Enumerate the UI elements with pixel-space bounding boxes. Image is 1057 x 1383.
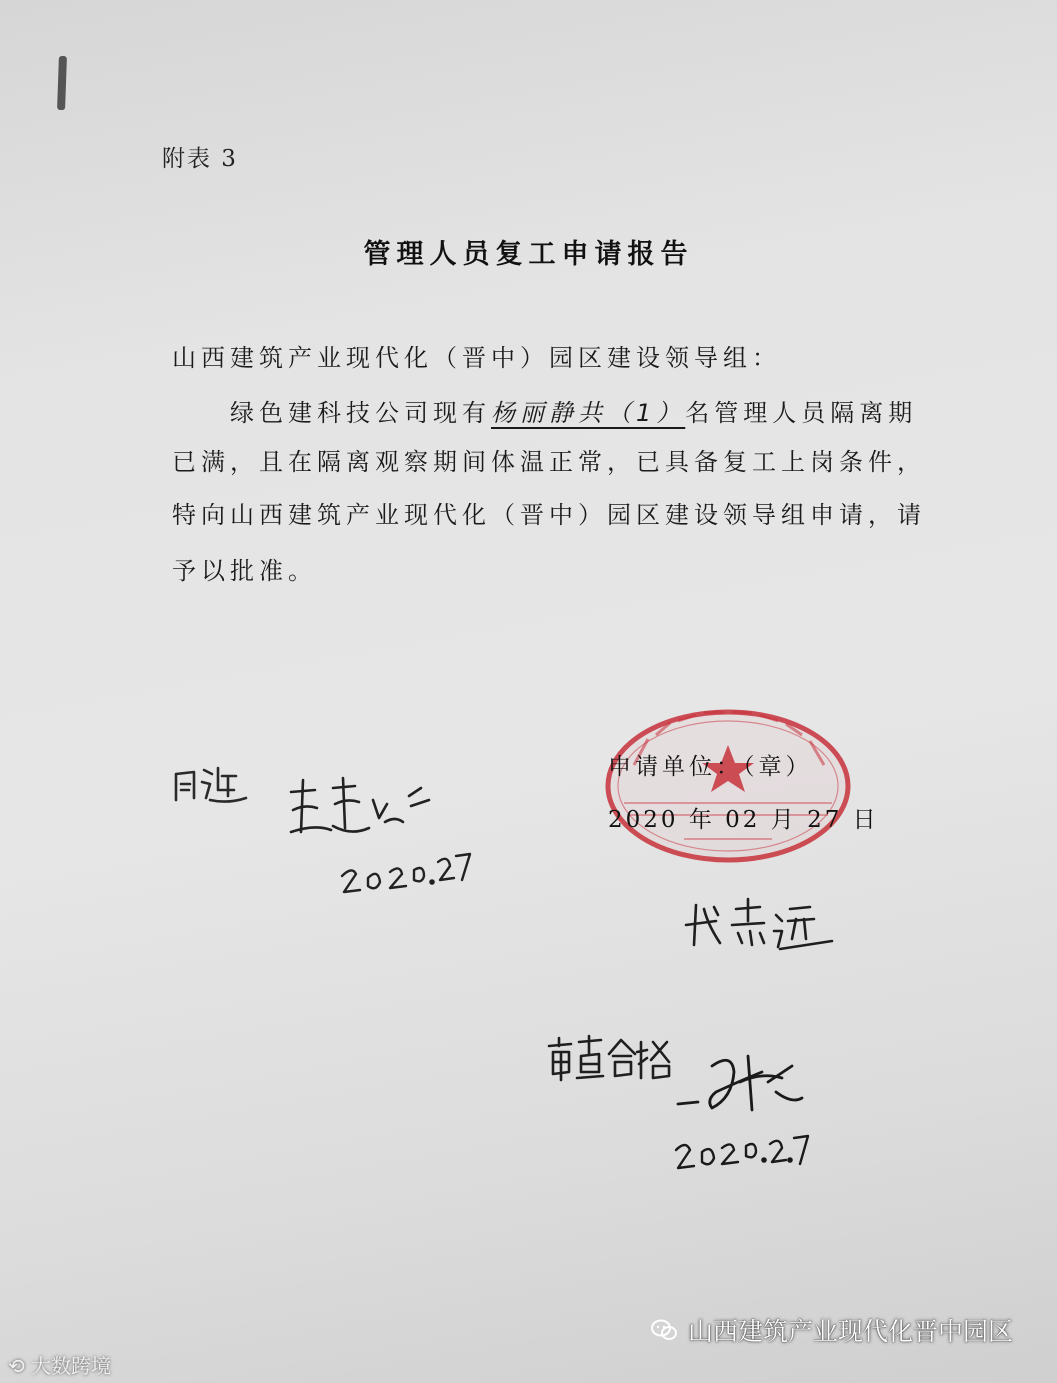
body-line-3: 特向山西建筑产业现代化（晋中）园区建设领导组申请，请 (172, 501, 926, 529)
brand-tag (650, 1312, 1013, 1348)
applicant-unit-label: 申请单位：（章） (608, 754, 813, 780)
handwritten-approve-note (170, 760, 250, 810)
date-year: 2020 (608, 807, 679, 833)
handwritten-name-field: 杨丽静共（1） (491, 399, 686, 427)
body-line-2: 已满，且在隔离观察期间体温正常，已具备复工上岗条件， (172, 448, 926, 476)
body-line-4: 予以批准。 (172, 557, 317, 585)
handwritten-date-1 (338, 838, 478, 898)
brand-text: 山西建筑产业现代化晋中园区 (688, 1317, 1014, 1346)
date-month: 02 (725, 807, 761, 833)
handwritten-date-2 (672, 1120, 812, 1180)
watermark-logo-icon: ⟲ (8, 1354, 25, 1378)
watermark-text: 大数跨境 (31, 1354, 112, 1378)
salutation: 山西建筑产业现代化（晋中）园区建设领导组： (172, 344, 781, 372)
watermark (8, 1350, 111, 1379)
date-month-unit: 月 (770, 807, 797, 833)
body-line-1-prefix: 绿色建科技公司现有 (230, 399, 491, 427)
handwritten-signature-3 (672, 1042, 812, 1122)
company-seal (604, 707, 852, 865)
application-date (608, 801, 879, 834)
date-year-unit: 年 (688, 807, 715, 833)
wechat-icon (650, 1318, 678, 1342)
attachment-label: 附表 3 (162, 146, 238, 172)
handwritten-signature-2 (680, 895, 840, 955)
date-day: 27 (807, 807, 843, 833)
paper-fold-mark (57, 56, 67, 110)
handwritten-review-note (545, 1032, 675, 1082)
body-line-1 (230, 393, 917, 428)
date-day-unit: 日 (852, 807, 879, 833)
body-line-1-suffix: 名管理人员隔离期 (685, 399, 918, 427)
page-title: 管理人员复工申请报告 (363, 239, 694, 270)
